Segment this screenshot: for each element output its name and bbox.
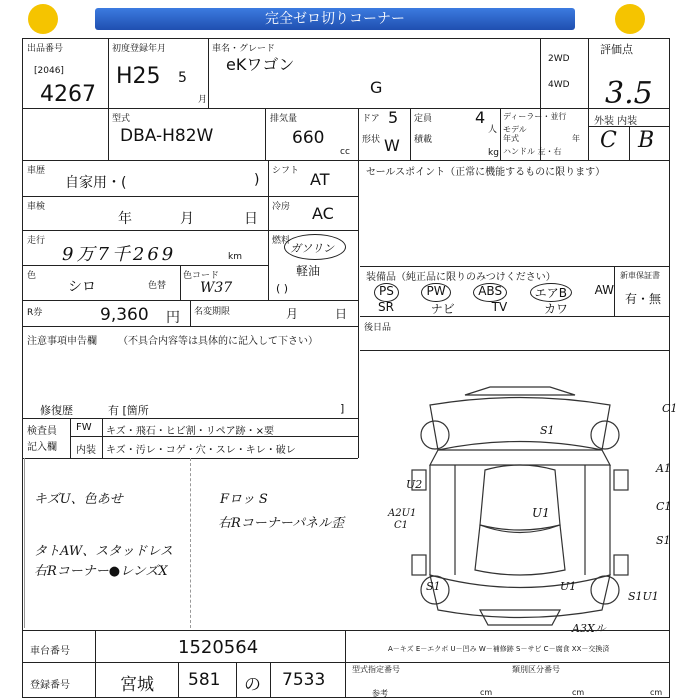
score-exterior: C xyxy=(600,128,617,153)
repair-close: ] xyxy=(340,402,345,415)
notes-label: 注意事項申告欄 xyxy=(27,336,97,347)
dealer-handle-label: ハンドル 左・右 xyxy=(503,147,562,156)
fuel-gasoline: ガソリン xyxy=(290,242,334,255)
rear-seat-label: 後日品 xyxy=(364,323,392,333)
dealer-year-unit: 年 xyxy=(572,134,580,143)
lot-number: 4267 xyxy=(40,82,96,107)
mark-s1-top: S1 xyxy=(540,424,555,437)
history-close: ) xyxy=(254,172,260,188)
equip-abs: ABS xyxy=(473,283,507,302)
load-unit: kg xyxy=(488,148,499,158)
name-change-month: 月 xyxy=(286,307,299,321)
repair-label: 修復歴 xyxy=(40,404,73,417)
plate-label: 登録番号 xyxy=(30,680,70,691)
equip-navi: ナビ xyxy=(430,302,455,316)
warranty-label: 新車保証書 xyxy=(620,271,660,280)
reg-era-year: H25 xyxy=(116,64,161,89)
equip-airbag: エアB xyxy=(530,283,572,302)
checker-label-1: 検査員 xyxy=(27,426,57,437)
drive-4wd: 4WD xyxy=(548,80,570,90)
load-label: 積載 xyxy=(414,135,433,145)
banner-title: 完全ゼロ切りコーナー xyxy=(95,8,575,30)
fuel-gasoline-circle xyxy=(284,234,346,260)
shift-value: AT xyxy=(310,170,330,189)
checker-body: 内装 xyxy=(76,445,96,456)
repair-value: 有 [箇所 xyxy=(108,404,149,417)
plate-kana: の xyxy=(244,675,261,695)
lot-subcode: [2046] xyxy=(34,66,64,76)
inspection-label: 車検 xyxy=(27,202,46,212)
color-code: W37 xyxy=(200,280,233,296)
mark-u1-rear: U1 xyxy=(560,580,577,593)
equip-ps: PS xyxy=(374,283,399,302)
doors-value: 5 xyxy=(388,108,399,127)
color-value: シロ xyxy=(68,279,96,295)
equip-sr: SR xyxy=(378,300,394,314)
fuel-paren: ( ) xyxy=(276,282,289,295)
checker-body-items: キズ・汚レ・コゲ・穴・スレ・キレ・破レ xyxy=(106,445,296,456)
lot-label: 出品番号 xyxy=(27,44,64,54)
footer-cm-1: cm xyxy=(480,688,493,697)
sales-label: セールスポイント（正常に機能するものに限ります） xyxy=(366,167,606,178)
mark-a3x: A3Xル xyxy=(572,622,606,635)
warranty-value: 有・無 xyxy=(625,292,662,306)
color-label: 色 xyxy=(27,271,37,281)
doors-shape-label: 形状 xyxy=(362,135,381,145)
doors-shape: W xyxy=(384,136,400,155)
note-right-1: Fロッ S xyxy=(220,492,268,507)
plate-pref: 宮城 xyxy=(120,675,154,695)
equip-leather: カワ xyxy=(543,302,568,316)
price-unit: 円 xyxy=(166,310,180,326)
car-label: 車名・グレード xyxy=(212,44,276,54)
reg-month-unit: 月 xyxy=(198,95,208,105)
equip-tv: TV xyxy=(491,300,508,314)
mark-u1-center: U1 xyxy=(532,506,550,520)
equip-aw: AW xyxy=(594,283,614,297)
notes-sub: （不具合内容等は具体的に記入して下さい） xyxy=(118,336,318,347)
price-value: 9,360 xyxy=(100,305,149,325)
displacement-unit: cc xyxy=(340,147,350,157)
score-ext-int-label: 外装 内装 xyxy=(594,116,638,127)
doors-label: ドア xyxy=(362,114,380,124)
capacity-value: 4 xyxy=(475,108,486,127)
mileage-unit: km xyxy=(228,252,242,262)
reg-year-label: 初度登録年月 xyxy=(112,44,167,54)
displacement-value: 660 xyxy=(292,128,325,148)
shift-label: シフト xyxy=(272,166,300,176)
mark-c1-top: C1 xyxy=(662,402,678,415)
note-left-2: タトAW、スタッドレス xyxy=(34,544,173,559)
note-left-3: 右Rコーナー●レンズX xyxy=(34,564,168,579)
displacement-label: 排気量 xyxy=(270,114,298,124)
plate-num: 7533 xyxy=(282,670,326,690)
mark-c1-mid: C1 xyxy=(656,500,672,513)
note-right-2: 右Rコーナーパネル歪 xyxy=(218,516,345,531)
reg-month: 5 xyxy=(178,70,187,86)
mascot-left-icon xyxy=(28,4,58,34)
plate-class: 581 xyxy=(188,670,221,690)
capacity-label: 定員 xyxy=(414,114,433,124)
equip-pw: PW xyxy=(421,283,450,302)
car-name: eKワゴン xyxy=(226,55,295,74)
drive-2wd: 2WD xyxy=(548,54,570,64)
fuel-label: 燃料 xyxy=(272,236,291,246)
dealer-model-label: モデル xyxy=(503,125,527,134)
name-change-day: 日 xyxy=(335,307,348,321)
mileage-value: 9万7千269 xyxy=(62,244,177,265)
mark-s1-mid: S1 xyxy=(656,534,671,547)
mascot-right-icon xyxy=(615,4,645,34)
mark-s1u1: S1U1 xyxy=(628,590,659,603)
checker-fw: FW xyxy=(76,422,92,433)
inspection-day: 日 xyxy=(244,211,258,227)
chassis-value: 1520564 xyxy=(178,637,259,658)
footer-cat-label: 類別区分番号 xyxy=(512,665,560,674)
model-value: DBA-H82W xyxy=(120,126,214,146)
mark-c1-left: C1 xyxy=(394,520,409,531)
footer-cm-3: cm xyxy=(650,688,663,697)
equipment-label: 装備品（純正品に限りのみつけください） xyxy=(366,272,556,283)
footer-cm-2: cm xyxy=(572,688,585,697)
car-grade: G xyxy=(370,78,383,97)
equipment-row2 xyxy=(378,300,568,317)
price-label: R券 xyxy=(27,308,43,318)
aircon-label: 冷房 xyxy=(272,202,291,212)
score-interior: B xyxy=(638,128,655,153)
mileage-label: 走行 xyxy=(27,236,46,246)
capacity-unit: 人 xyxy=(488,125,498,135)
mark-s1-left: S1 xyxy=(426,580,441,593)
mark-u2: U2 xyxy=(406,478,423,491)
footer-type-label: 型式指定番号 xyxy=(352,665,400,674)
aircon-value: AC xyxy=(312,204,334,223)
inspection-month: 月 xyxy=(180,211,194,227)
history-value: 自家用・( xyxy=(65,175,127,191)
score-value: 3.5 xyxy=(605,76,653,111)
mark-a2u1: A2U1 xyxy=(388,508,417,519)
model-label: 型式 xyxy=(112,114,131,124)
note-left-1: キズU、色あせ xyxy=(34,492,123,507)
footer-ref-1: 参考 xyxy=(372,689,388,698)
color-code-label: 色コード xyxy=(183,271,220,281)
dealer-label: ディーラー・並行 xyxy=(503,112,567,121)
color-change-label: 色替 xyxy=(148,281,167,291)
dealer-year-label: 年式 xyxy=(503,134,519,143)
fuel-diesel: 軽油 xyxy=(296,264,321,278)
name-change-label: 名変期限 xyxy=(194,307,231,317)
chassis-label: 車台番号 xyxy=(30,646,70,657)
car-diagram xyxy=(370,375,670,630)
checker-label-2: 記入欄 xyxy=(27,442,57,453)
history-label: 車歴 xyxy=(27,166,46,176)
mark-a1: A1 xyxy=(656,462,671,475)
checker-fw-items: キズ・飛石・ヒビ割・リペア跡・×要 xyxy=(106,426,274,437)
score-label: 評価点 xyxy=(600,43,633,56)
legend-codes: A－キズ E－エクボ U－凹み W－補修跡 S－サビ C－腐食 XX－交換済 xyxy=(388,645,610,653)
inspection-year: 年 xyxy=(118,211,132,227)
